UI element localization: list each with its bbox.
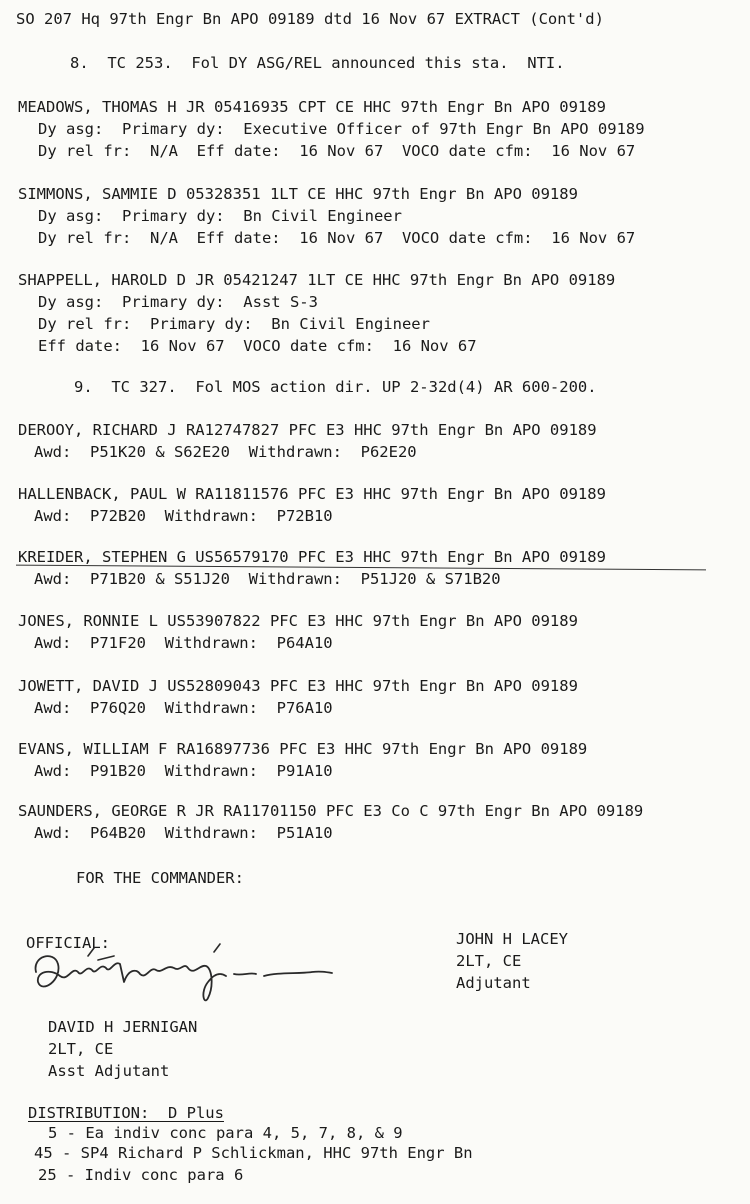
entry-mos-award: Awd: P76Q20 Withdrawn: P76A10 bbox=[34, 699, 333, 717]
entry-duty-assign: Dy asg: Primary dy: Asst S-3 bbox=[38, 293, 318, 311]
official-rank: 2LT, CE bbox=[48, 1040, 114, 1058]
entry-duty-assign: Dy asg: Primary dy: Executive Officer of 97th Engr Bn APO 09189 bbox=[38, 120, 645, 138]
entry-duty-relief: Dy rel fr: N/A Eff date: 16 Nov 67 VOCO date cfm: 16 Nov 67 bbox=[38, 229, 636, 247]
distribution-line: 5 - Ea indiv conc para 4, 5, 7, 8, & 9 bbox=[48, 1124, 403, 1142]
entry-name: JOWETT, DAVID J US52809043 PFC E3 HHC 97th Engr Bn APO 09189 bbox=[18, 677, 578, 695]
entry-name: DEROOY, RICHARD J RA12747827 PFC E3 HHC 97th Engr Bn APO 09189 bbox=[18, 421, 597, 439]
entry-name: KREIDER, STEPHEN G US56579170 PFC E3 HHC 97th Engr Bn APO 09189 bbox=[18, 548, 606, 566]
distribution-line: 25 - Indiv conc para 6 bbox=[38, 1166, 244, 1184]
commander-name: JOHN H LACEY bbox=[456, 930, 568, 948]
entry-name: HALLENBACK, PAUL W RA11811576 PFC E3 HHC 97th Engr Bn APO 09189 bbox=[18, 485, 606, 503]
para8-heading: 8. TC 253. Fol DY ASG/REL announced this sta. NTI. bbox=[70, 54, 565, 72]
closing-line: FOR THE COMMANDER: bbox=[76, 869, 244, 887]
entry-mos-award: Awd: P64B20 Withdrawn: P51A10 bbox=[34, 824, 333, 842]
entry-duty-relief: Dy rel fr: Primary dy: Bn Civil Engineer bbox=[38, 315, 430, 333]
entry-duty-relief: Dy rel fr: N/A Eff date: 16 Nov 67 VOCO date cfm: 16 Nov 67 bbox=[38, 142, 636, 160]
para9-heading: 9. TC 327. Fol MOS action dir. UP 2-32d(4) AR 600-200. bbox=[74, 378, 597, 396]
entry-mos-award: Awd: P91B20 Withdrawn: P91A10 bbox=[34, 762, 333, 780]
distribution-label: DISTRIBUTION: D Plus bbox=[28, 1104, 224, 1122]
entry-name: SHAPPELL, HAROLD D JR 05421247 1LT CE HHC 97th Engr Bn APO 09189 bbox=[18, 271, 616, 289]
entry-effective-date: Eff date: 16 Nov 67 VOCO date cfm: 16 Nov 67 bbox=[38, 337, 477, 355]
distribution-line: 45 - SP4 Richard P Schlickman, HHC 97th Engr Bn bbox=[34, 1144, 473, 1162]
entry-mos-award: Awd: P71F20 Withdrawn: P64A10 bbox=[34, 634, 333, 652]
handwritten-signature bbox=[28, 942, 338, 1012]
entry-name: EVANS, WILLIAM F RA16897736 PFC E3 HHC 97th Engr Bn APO 09189 bbox=[18, 740, 588, 758]
entry-name: JONES, RONNIE L US53907822 PFC E3 HHC 97th Engr Bn APO 09189 bbox=[18, 612, 578, 630]
entry-mos-award: Awd: P71B20 & S51J20 Withdrawn: P51J20 & S71B20 bbox=[34, 570, 501, 588]
entry-name: SIMMONS, SAMMIE D 05328351 1LT CE HHC 97th Engr Bn APO 09189 bbox=[18, 185, 578, 203]
entry-mos-award: Awd: P51K20 & S62E20 Withdrawn: P62E20 bbox=[34, 443, 417, 461]
commander-rank: 2LT, CE bbox=[456, 952, 522, 970]
official-label: OFFICIAL: bbox=[26, 934, 110, 952]
entry-mos-award: Awd: P72B20 Withdrawn: P72B10 bbox=[34, 507, 333, 525]
official-name: DAVID H JERNIGAN bbox=[48, 1018, 198, 1036]
entry-name: SAUNDERS, GEORGE R JR RA11701150 PFC E3 Co C 97th Engr Bn APO 09189 bbox=[18, 802, 644, 820]
document-header: SO 207 Hq 97th Engr Bn APO 09189 dtd 16 Nov 67 EXTRACT (Cont'd) bbox=[16, 10, 604, 28]
entry-duty-assign: Dy asg: Primary dy: Bn Civil Engineer bbox=[38, 207, 402, 225]
commander-title: Adjutant bbox=[456, 974, 531, 992]
official-title: Asst Adjutant bbox=[48, 1062, 170, 1080]
entry-name: MEADOWS, THOMAS H JR 05416935 CPT CE HHC 97th Engr Bn APO 09189 bbox=[18, 98, 606, 116]
